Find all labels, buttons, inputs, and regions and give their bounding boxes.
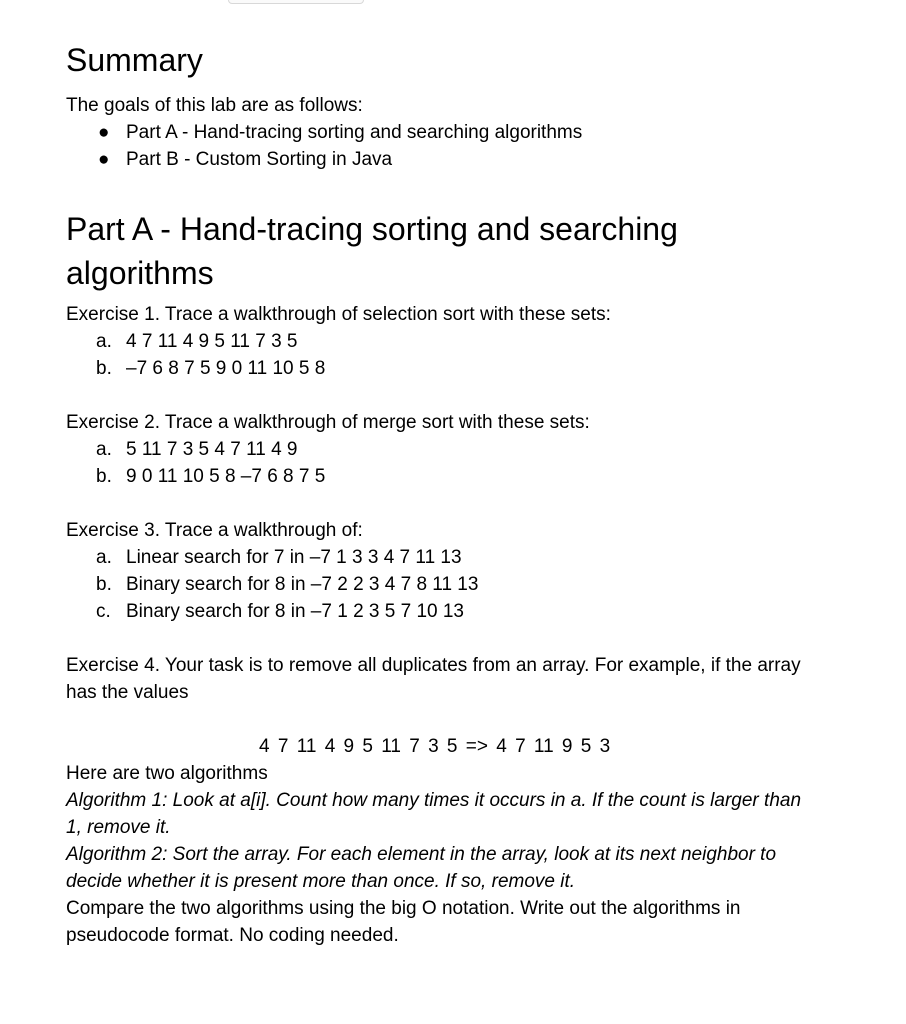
list-item-text: 4 7 11 4 9 5 11 7 3 5	[126, 331, 298, 352]
part-a-heading-line2: algorithms	[66, 255, 214, 291]
summary-heading: Summary	[66, 42, 203, 78]
list-marker: a.	[96, 439, 112, 460]
goals-list	[66, 119, 866, 173]
list-item	[66, 598, 866, 625]
algorithm-2-line1: Algorithm 2: Sort the array. For each element in the array, look at its next neighbor to	[66, 844, 777, 865]
list-item	[66, 355, 866, 382]
list-item-text: 5 11 7 3 5 4 7 11 4 9	[126, 439, 298, 460]
exercise-4-text-line1: Exercise 4. Your task is to remove all duplicates from an array. For example, if the array	[66, 655, 801, 676]
compare-line2: pseudocode format. No coding needed.	[66, 925, 399, 946]
list-marker: c.	[96, 601, 111, 622]
exercise-3-text: Exercise 3. Trace a walkthrough of:	[66, 520, 363, 541]
bullet-icon: ●	[98, 149, 110, 170]
part-a-heading-line1: Part A - Hand-tracing sorting and searching	[66, 211, 678, 247]
exercise-3-list	[66, 544, 866, 625]
exercise-4-example: 4 7 11 4 9 5 11 7 3 5 => 4 7 11 9 5 3	[259, 736, 611, 757]
list-item	[66, 436, 866, 463]
top-tab-edge	[228, 0, 364, 4]
part-a-heading	[66, 207, 866, 295]
list-item-text: 9 0 11 10 5 8 –7 6 8 7 5	[126, 466, 326, 487]
list-marker: a.	[96, 331, 112, 352]
list-marker: b.	[96, 358, 112, 379]
list-item	[66, 146, 866, 173]
list-marker: a.	[96, 547, 112, 568]
document-page	[66, 38, 866, 949]
list-marker: b.	[96, 466, 112, 487]
algorithm-2-line2: decide whether it is present more than once. If so, remove it.	[66, 871, 576, 892]
summary-intro: The goals of this lab are as follows:	[66, 95, 363, 116]
goal-text: Part A - Hand-tracing sorting and searching algorithms	[126, 122, 583, 143]
list-item-text: Linear search for 7 in –7 1 3 3 4 7 11 13	[126, 547, 462, 568]
exercise-2-text: Exercise 2. Trace a walkthrough of merge sort with these sets:	[66, 412, 590, 433]
list-item-text: –7 6 8 7 5 9 0 11 10 5 8	[126, 358, 326, 379]
list-item	[66, 544, 866, 571]
list-item	[66, 119, 866, 146]
list-marker: b.	[96, 574, 112, 595]
list-item-text: Binary search for 8 in –7 2 2 3 4 7 8 11 13	[126, 574, 479, 595]
list-item-text: Binary search for 8 in –7 1 2 3 5 7 10 13	[126, 601, 464, 622]
exercise-1-text: Exercise 1. Trace a walkthrough of selection sort with these sets:	[66, 304, 611, 325]
algorithm-1-line2: 1, remove it.	[66, 817, 171, 838]
list-item	[66, 571, 866, 598]
compare-line1: Compare the two algorithms using the big O notation. Write out the algorithms in	[66, 898, 741, 919]
algorithm-1-line1: Algorithm 1: Look at a[i]. Count how many times it occurs in a. If the count is larger than	[66, 790, 802, 811]
exercise-1-list	[66, 328, 866, 382]
exercise-4-text-line2: has the values	[66, 682, 189, 703]
list-item	[66, 328, 866, 355]
exercise-2-list	[66, 436, 866, 490]
goal-text: Part B - Custom Sorting in Java	[126, 149, 393, 170]
bullet-icon: ●	[98, 122, 110, 143]
list-item	[66, 463, 866, 490]
two-algorithms-text: Here are two algorithms	[66, 763, 268, 784]
